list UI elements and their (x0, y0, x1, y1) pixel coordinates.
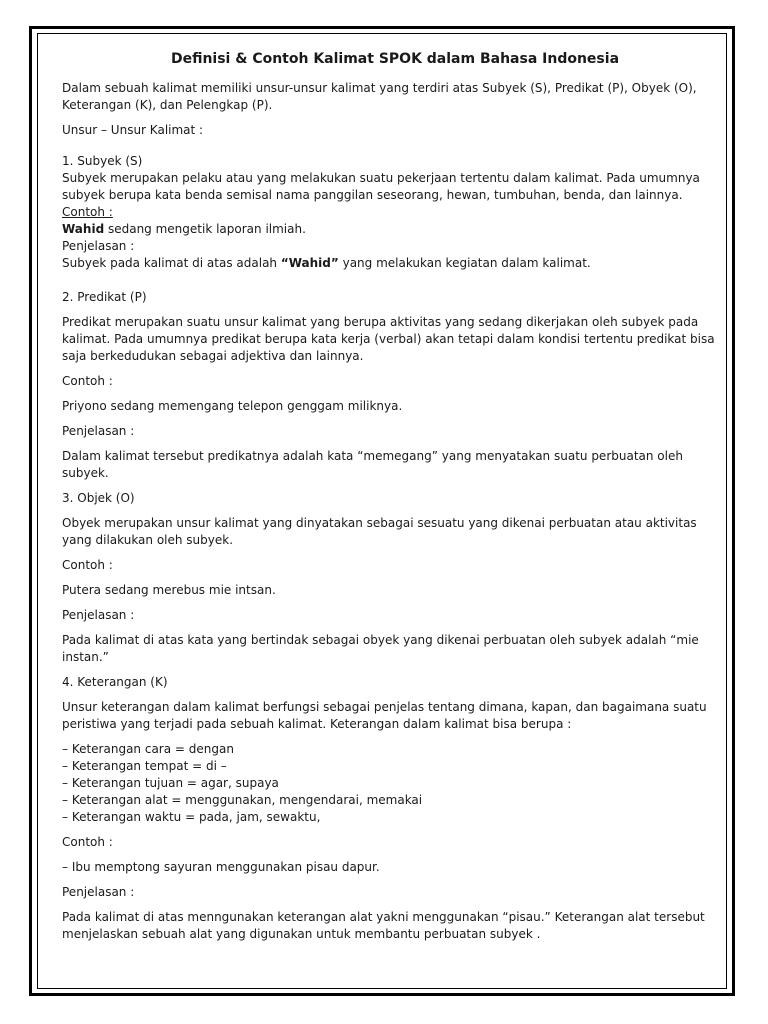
objek-example: Putera sedang merebus mie intsan. (62, 583, 276, 597)
keterangan-penjelasan-label: Penjelasan : (62, 885, 135, 899)
subyek-heading: 1. Subyek (S) (62, 154, 143, 168)
predikat-example: Priyono sedang memengang telepon genggam miliknya. (62, 399, 403, 413)
list-item: – Keterangan cara = dengan (62, 742, 234, 756)
subyek-explanation-pre: Subyek pada kalimat di atas adalah (62, 256, 281, 270)
objek-penjelasan-label: Penjelasan : (62, 608, 135, 622)
keterangan-example: – Ibu memptong sayuran menggunakan pisau dapur. (62, 860, 380, 874)
predikat-explanation: Dalam kalimat tersebut predikatnya adalah kata “memegang” yang menyatakan suatu perbuatan oleh subyek. (62, 449, 683, 480)
subyek-example-subject: Wahid (62, 222, 105, 236)
subyek-explanation (62, 255, 728, 272)
subyek-explanation-post: yang melakukan kegiatan dalam kalimat. (338, 256, 591, 270)
intro-paragraph: Dalam sebuah kalimat memiliki unsur-unsur kalimat yang terdiri atas Subyek (S), Predikat (P), Obyek (O), Keterangan (K), dan Pelengkap (P). (62, 81, 697, 112)
keterangan-contoh-label: Contoh : (62, 835, 113, 849)
objek-heading: 3. Objek (O) (62, 491, 135, 505)
subyek-penjelasan-label: Penjelasan : (62, 239, 135, 253)
document-body (62, 50, 728, 943)
predikat-contoh-label: Contoh : (62, 374, 113, 388)
list-item: – Keterangan tujuan = agar, supaya (62, 776, 279, 790)
list-item: – Keterangan tempat = di – (62, 759, 227, 773)
unsur-heading: Unsur – Unsur Kalimat : (62, 123, 204, 137)
subyek-example-rest: sedang mengetik laporan ilmiah. (104, 222, 306, 236)
predikat-definition: Predikat merupakan suatu unsur kalimat yang berupa aktivitas yang sedang dikerjakan oleh subyek pada kalimat. Pada umumnya predikat berupa kata kerja (verbal) akan tetapi dalam kondisi tertentu predikat bisa saja berkedudukan sebagai adjektiva dan lainnya. (62, 315, 715, 363)
predikat-heading: 2. Predikat (P) (62, 290, 147, 304)
subyek-definition: Subyek merupakan pelaku atau yang melakukan suatu pekerjaan tertentu dalam kalimat. Pada umumnya subyek berupa kata benda semisal nama panggilan seseorang, hewan, tumbuhan, benda, dan lainnya. (62, 171, 700, 202)
objek-contoh-label: Contoh : (62, 558, 113, 572)
objek-definition: Obyek merupakan unsur kalimat yang dinyatakan sebagai sesuatu yang dikenai perbuatan atau aktivitas yang dilakukan oleh subyek. (62, 516, 697, 547)
keterangan-explanation: Pada kalimat di atas menngunakan keterangan alat yakni menggunakan “pisau.” Keterangan alat tersebut menjelaskan sebuah alat yang digunakan untuk membantu perbuatan subyek . (62, 910, 705, 941)
objek-explanation: Pada kalimat di atas kata yang bertindak sebagai obyek yang dikenai perbuatan oleh subyek adalah “mie instan.” (62, 633, 699, 664)
keterangan-list (62, 741, 728, 826)
keterangan-definition: Unsur keterangan dalam kalimat berfungsi sebagai penjelas tentang dimana, kapan, dan bagaimana suatu peristiwa yang terjadi pada sebuah kalimat. Keterangan dalam kalimat bisa berupa : (62, 700, 707, 731)
keterangan-heading: 4. Keterangan (K) (62, 675, 168, 689)
predikat-penjelasan-label: Penjelasan : (62, 424, 135, 438)
subyek-contoh-label: Contoh : (62, 205, 113, 219)
list-item: – Keterangan waktu = pada, jam, sewaktu, (62, 810, 321, 824)
subyek-example (62, 221, 728, 238)
subyek-explanation-bold: “Wahid” (280, 256, 339, 270)
document-title: Definisi & Contoh Kalimat SPOK dalam Bahasa Indonesia (170, 51, 620, 67)
list-item: – Keterangan alat = menggunakan, mengendarai, memakai (62, 793, 423, 807)
